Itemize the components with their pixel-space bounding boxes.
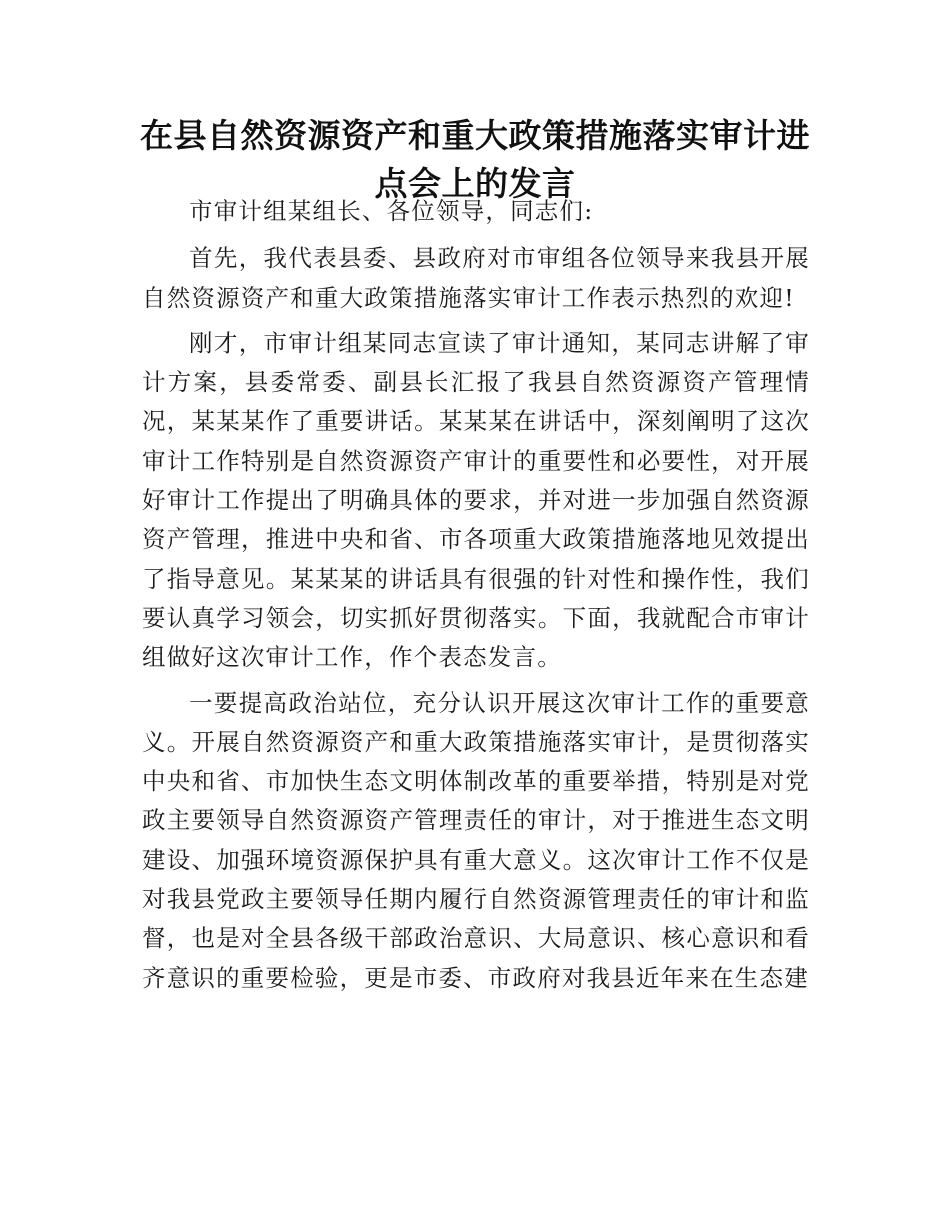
- salutation: 市审计组某组长、各位领导，同志们:: [189, 197, 594, 225]
- document-title: 在县自然资源资产和重大政策措施落实审计进点会上的发言: [140, 116, 810, 203]
- paragraph-welcome: 首先，我代表县委、县政府对市审组各位领导来我县开展自然资源资产和重大政策措施落实审计工作表示热烈的欢迎!: [142, 244, 810, 312]
- document-body: [142, 192, 810, 1004]
- paragraph-point-one: 一要提高政治站位，充分认识开展这次审计工作的重要意义。开展自然资源资产和重大政策措施落实审计，是贯彻落实中央和省、市加快生态文明体制改革的重要举措，特别是对党政主要领导自然资源资产管理责任的审计，对于推进生态文明建设、加强环境资源保护具有重大意义。这次审计工作不仅是对我县党政主要领导任期内履行自然资源管理责任的审计和监督，也是对全县各级干部政治意识、大局意识、核心意识和看齐意识的重要检验，更是市委、市政府对我县近年来在生态建: [142, 688, 810, 992]
- paragraph-summary: 刚才，市审计组某同志宣读了审计通知，某同志讲解了审计方案，县委常委、副县长汇报了我县自然资源资产管理情况，某某某作了重要讲话。某某某在讲话中，深刻阐明了这次审计工作特别是自然资源资产审计的重要性和必要性，对开展好审计工作提出了明确具体的要求，并对进一步加强自然资源资产管理，推进中央和省、市各项重大政策措施落地见效提出了指导意见。某某某的讲话具有很强的针对性和操作性，我们要认真学习领会，切实抓好贯彻落实。下面，我就配合市审计组做好这次审计工作，作个表态发言。: [142, 328, 810, 672]
